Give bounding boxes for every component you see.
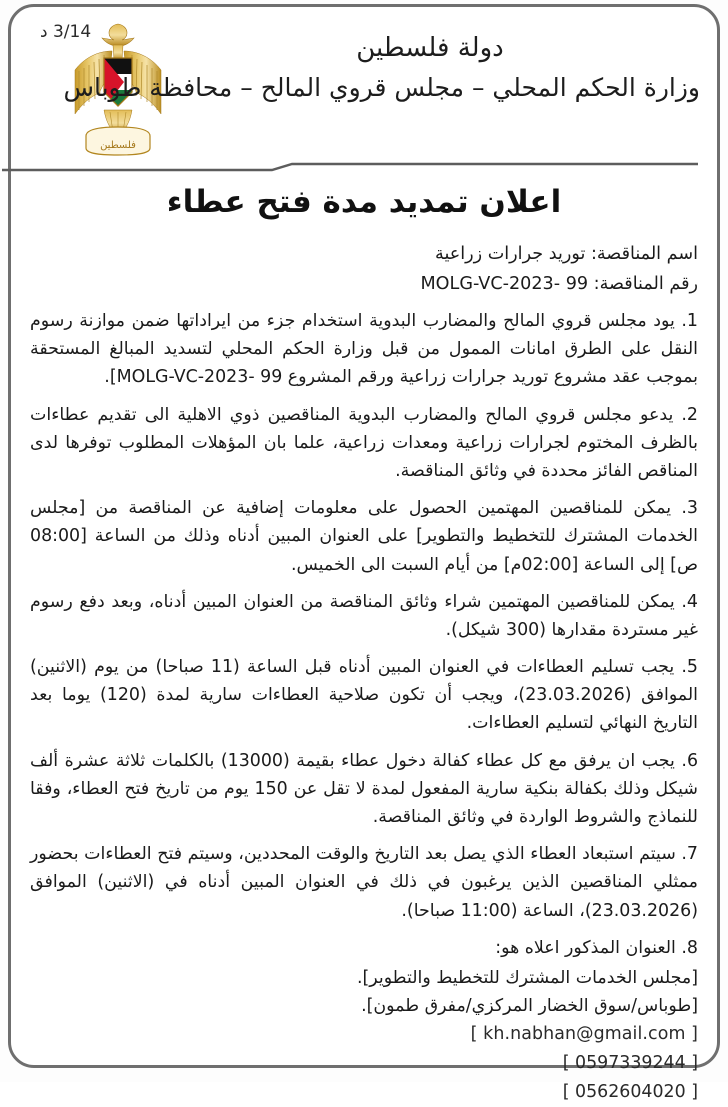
document-body [30, 240, 698, 1107]
header-text-block [63, 32, 700, 104]
clause-6: 6. يجب ان يرفق مع كل عطاء كفالة دخول عطاء بقيمة (13000) بالكلمات ثلاثة عشرة ألف شيكل وذلك بكفالة بنكية سارية المفعول لمدة لا تقل عن 150 يوم من تاريخ فتح العطاء، وفقا للنماذج والشروط الواردة في وثائق المناقصة. [30, 750, 699, 827]
clause-8: 8. العنوان المذكور اعلاه هو: [495, 937, 698, 958]
ministry-council-line: وزارة الحكم المحلي – مجلس قروي المالح – محافظة طوباس [63, 72, 700, 102]
contact-email[interactable]: [ kh.nabhan@gmail.com ] [470, 1024, 698, 1045]
clause-7: 7. سيتم استبعاد العطاء الذي يصل بعد التاريخ والوقت المحددين، وسيتم فتح العطاءات بحضور ممثلي المناقصين الذين يرغبون في ذلك في العنوان المبين أدناه في (الاثنين) الموافق (23.03.2026)، الساعة (11:00 صباحا). [30, 844, 698, 921]
page-number-marker: 3/14 د [40, 22, 92, 42]
tender-number-line: رقم المناقصة: 99 -MOLG-VC-2023 [420, 273, 698, 294]
document-header [28, 16, 700, 158]
document-inner-content [14, 8, 714, 1103]
clause-1: 1. يود مجلس قروي المالح والمضارب البدوية استخدام جزء من ايراداتها ضمن موازنة رسوم النقل على الطرق امانات الممول من قبل وزارة الحكم المحلي لتسديد المبالغ المستحقة بموجب عقد مشروع توريد جرارات زراعية ورقم المشروع 99 -MOLG-VC-2023]. [30, 311, 698, 388]
address-line-2: [طوباس/سوق الخضار المركزي/مفرق طمون]. [361, 996, 698, 1017]
contact-phone-1[interactable]: [ 0597339244 ] [562, 1053, 698, 1074]
emblem-scroll-label: فلسطين [100, 140, 136, 151]
state-name-line: دولة فلسطين [356, 33, 504, 63]
address-line-1: [مجلس الخدمات المشترك للتخطيط والتطوير]. [356, 967, 698, 988]
page-title: اعلان تمديد مدة فتح عطاء [166, 184, 562, 220]
tender-name-line: اسم المناقصة: توريد جرارات زراعية [435, 244, 698, 264]
clause-5: 5. يجب تسليم العطاءات في العنوان المبين أدناه قبل الساعة (11 صباحا) من يوم (الاثنين) الموافق (23.03.2026)، ويجب أن تكون صلاحية العطاءات سارية لمدة (120) يوما بعد التاريخ النهائي لتسليم العطاءات. [30, 657, 698, 734]
contact-phone-2[interactable]: [ 0562604020 ] [562, 1082, 698, 1103]
clause-2: 2. يدعو مجلس قروي المالح والمضارب البدوية المناقصين ذوي الاهلية الى تقديم عطاءات بالظرف المختوم لجرارات زراعية ومعدات زراعية، علما بان المؤهلات المطلوب توفرها لدى المناقص الفائز محددة في وثائق المناقصة. [30, 404, 698, 481]
header-divider [28, 158, 700, 170]
clause-4: 4. يمكن للمناقصين المهتمين شراء وثائق المناقصة من العنوان المبين أدناه، وبعد دفع رسوم غير مستردة مقدارها (300 شيكل). [30, 591, 698, 640]
clause-3: 3. يمكن للمناقصين المهتمين الحصول على معلومات إضافية عن المناقصة من [مجلس الخدمات المشترك للتخطيط والتطوير] على العنوان المبين أدناه وذلك من الساعة [08:00 ص] إلى الساعة [02:00م] من أيام السبت الى الخميس. [30, 498, 698, 575]
address-block [30, 964, 698, 1107]
